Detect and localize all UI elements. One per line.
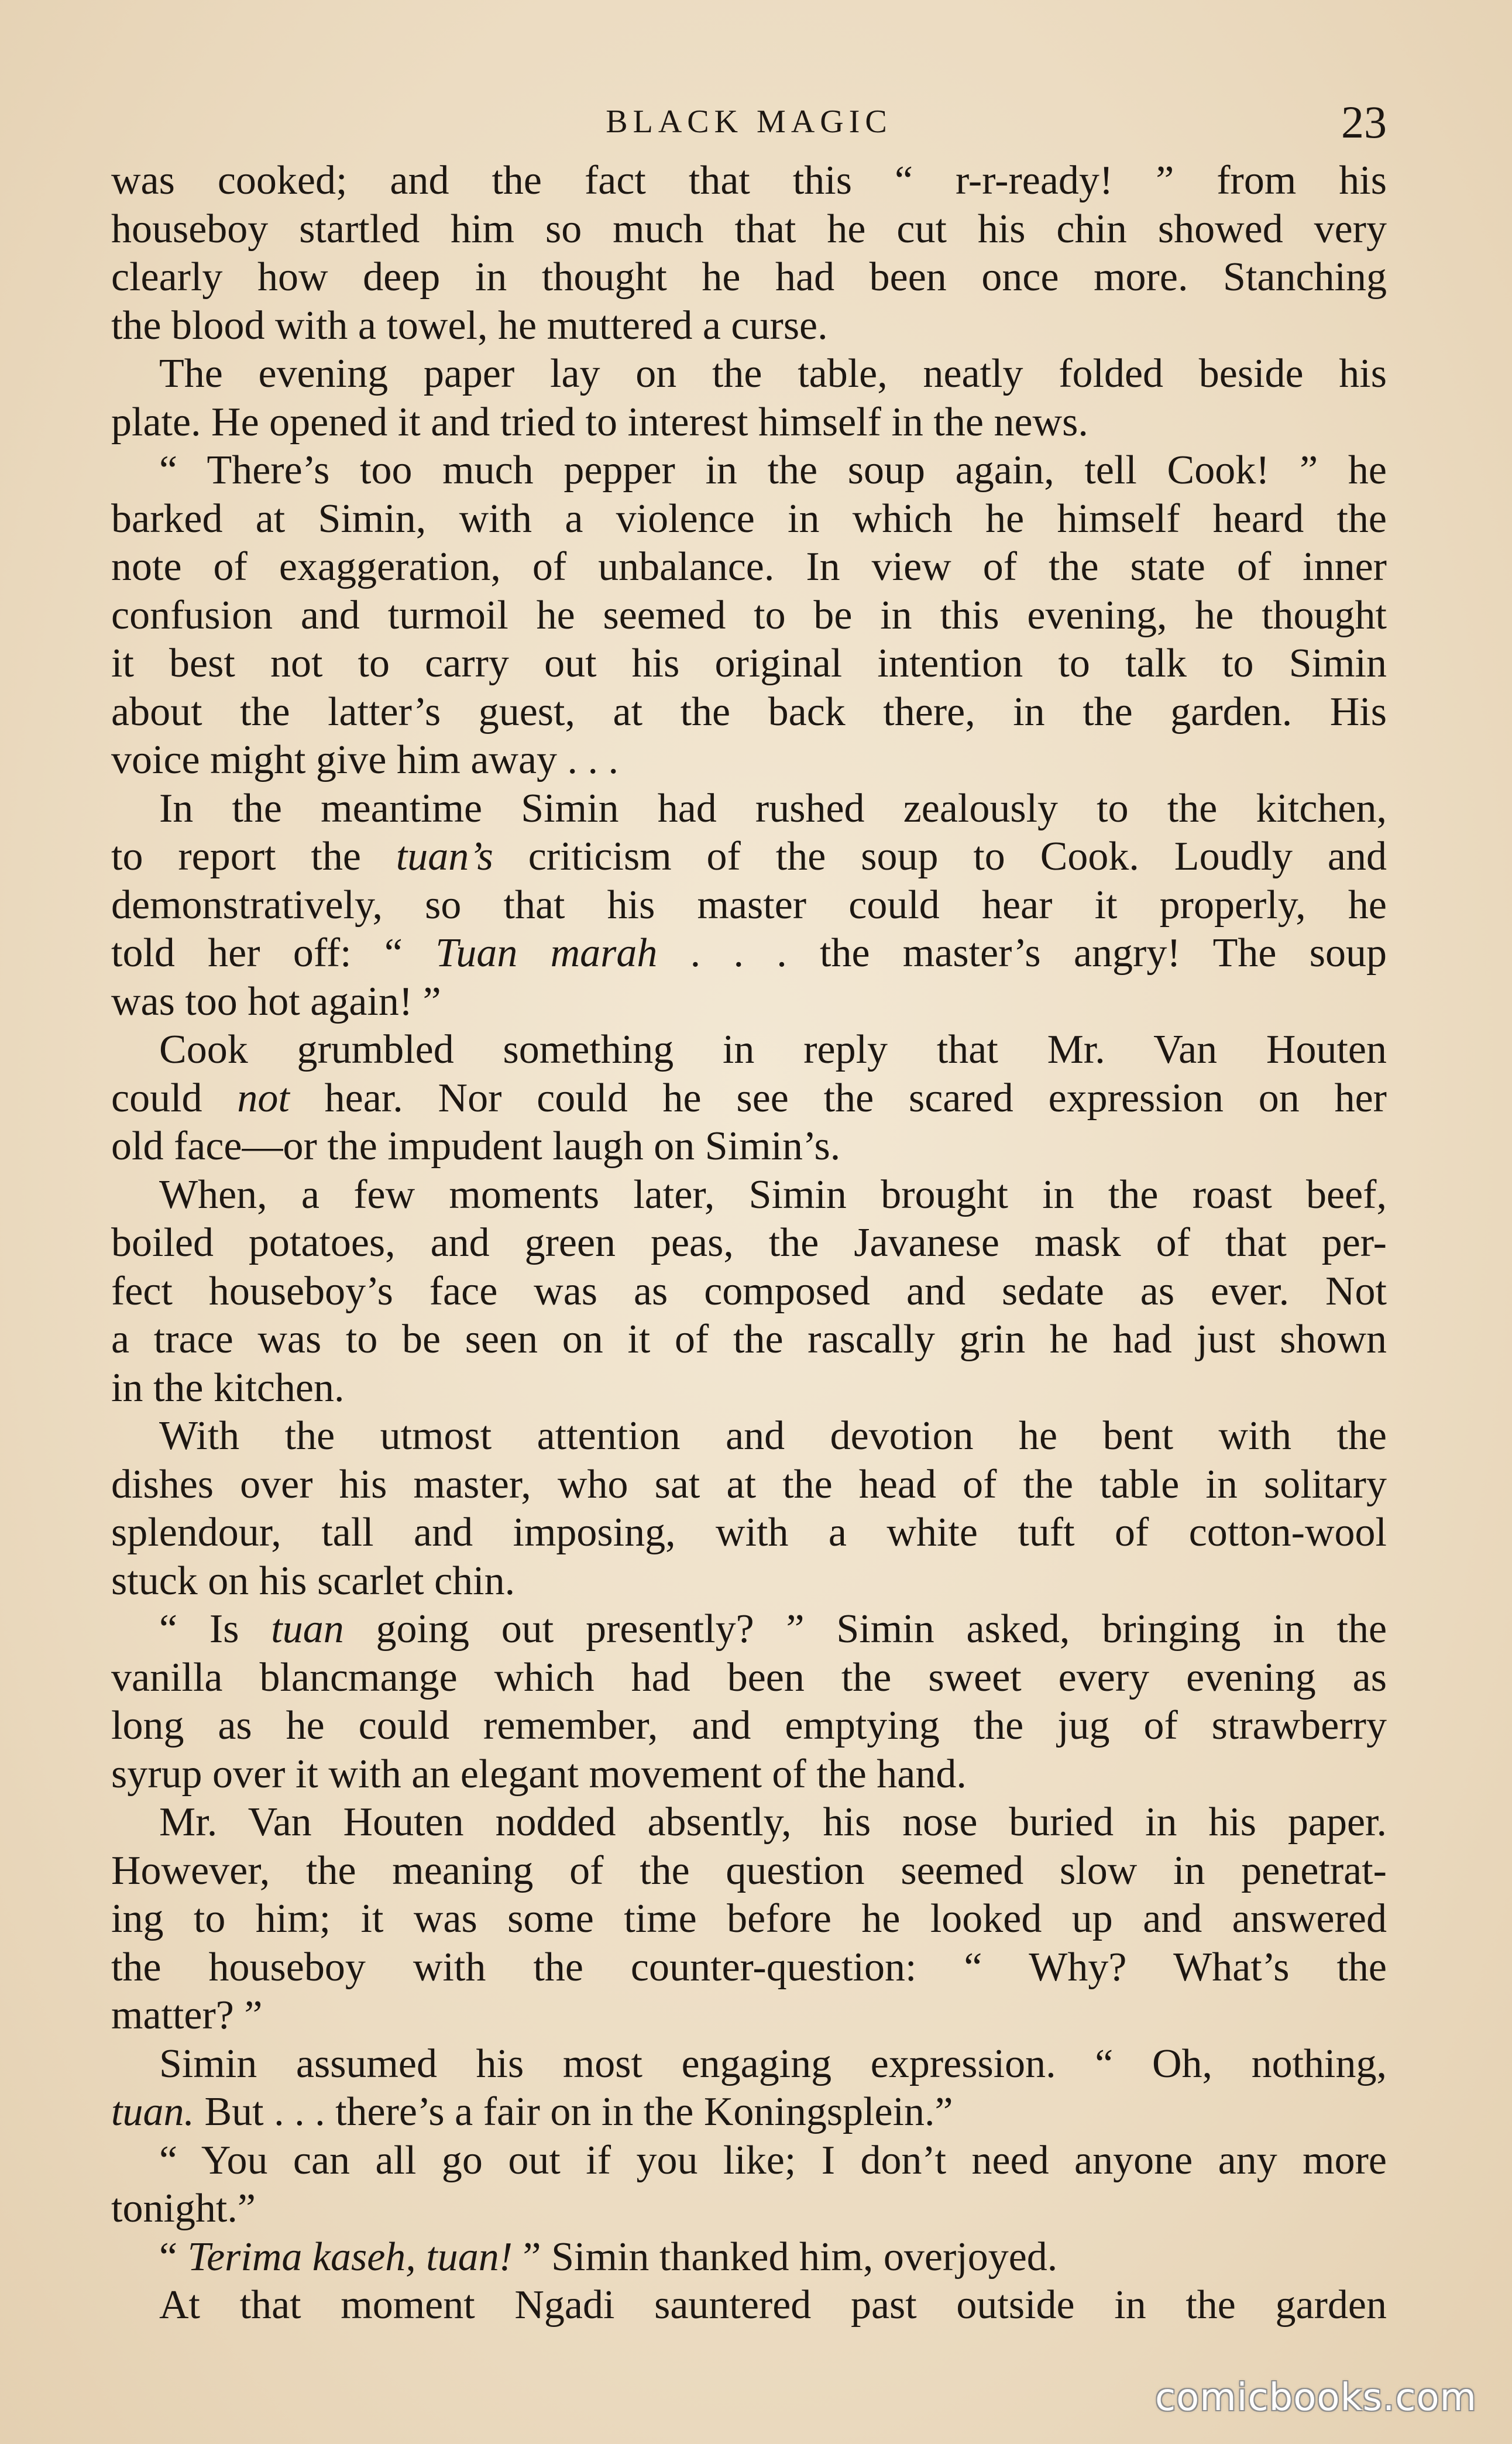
text-line: confusion and turmoil he seemed to be in this evening, he thought: [111, 592, 1387, 638]
text-line: stuck on his scarlet chin.: [111, 1558, 516, 1604]
text-line: the houseboy with the counter-question: “ Why? What’s the: [111, 1944, 1387, 1990]
text-line: to report the tuan’s criticism of the soup to Cook. Loudly and: [111, 834, 1387, 879]
text-line: voice might give him away . . .: [111, 737, 619, 782]
text-line: could not hear. Nor could he see the scared expression on her: [111, 1075, 1387, 1121]
text-line: fect houseboy’s face was as composed and sedate as ever. Not: [111, 1268, 1387, 1314]
text-line: barked at Simin, with a violence in which he himself heard the: [111, 496, 1387, 541]
running-title: BLACK MAGIC: [606, 104, 892, 140]
text-line: it best not to carry out his original intention to talk to Simin: [111, 641, 1387, 686]
text-line: dishes over his master, who sat at the head of the table in solitary: [111, 1461, 1387, 1507]
text-line: about the latter’s guest, at the back there, in the garden. His: [111, 689, 1387, 734]
text-line: “ Is tuan going out presently? ” Simin asked, bringing in the: [159, 1607, 1387, 1652]
text-line: tonight.”: [111, 2186, 256, 2231]
page-number: 23: [1341, 97, 1387, 147]
running-head: [111, 98, 1387, 151]
text-line: was too hot again! ”: [111, 979, 441, 1024]
text-line: splendour, tall and imposing, with a white tuft of cotton-wool: [111, 1510, 1387, 1555]
text-line: Mr. Van Houten nodded absently, his nose buried in his paper.: [159, 1800, 1387, 1845]
text-line: old face—or the impudent laugh on Simin’s.: [111, 1124, 841, 1169]
text-line: “ There’s too much pepper in the soup again, tell Cook! ” he: [159, 448, 1387, 493]
text-line: Simin assumed his most engaging expression. “ Oh, nothing,: [159, 2041, 1387, 2086]
text-body: [111, 157, 1387, 2330]
text-line: note of exaggeration, of unbalance. In view of the state of inner: [111, 544, 1387, 589]
text-line: The evening paper lay on the table, neatly folded beside his: [159, 351, 1387, 396]
text-line: boiled potatoes, and green peas, the Javanese mask of that per-: [111, 1220, 1387, 1265]
text-line: Cook grumbled something in reply that Mr. Van Houten: [159, 1027, 1387, 1072]
text-line: plate. He opened it and tried to interest himself in the news.: [111, 399, 1088, 445]
text-line: demonstratively, so that his master could hear it properly, he: [111, 882, 1387, 928]
text-line: “ Terima kaseh, tuan! ” Simin thanked him, overjoyed.: [159, 2234, 1058, 2280]
text-line: tuan. But . . . there’s a fair on in the Koningsplein.”: [111, 2089, 953, 2134]
watermark-logo: comicbooks.com: [1154, 2376, 1477, 2419]
text-line: In the meantime Simin had rushed zealously to the kitchen,: [159, 785, 1387, 831]
text-line: vanilla blancmange which had been the sweet every evening as: [111, 1654, 1387, 1700]
text-line: clearly how deep in thought he had been once more. Stanching: [111, 255, 1387, 300]
text-line: With the utmost attention and devotion he bent with the: [159, 1413, 1387, 1458]
text-line: long as he could remember, and emptying the jug of strawberry: [111, 1703, 1387, 1748]
text-line: However, the meaning of the question seemed slow in penetrat-: [111, 1848, 1387, 1893]
text-line: “ You can all go out if you like; I don’t need anyone any more: [159, 2137, 1387, 2183]
text-line: matter? ”: [111, 1993, 263, 2038]
text-line: syrup over it with an elegant movement of the hand.: [111, 1751, 967, 1797]
text-line: was cooked; and the fact that this “ r-r-ready! ” from his: [111, 158, 1387, 203]
text-line: told her off: “ Tuan marah . . . the master’s angry! The soup: [111, 931, 1387, 976]
text-line: the blood with a towel, he muttered a curse.: [111, 303, 828, 348]
text-line: ing to him; it was some time before he looked up and answered: [111, 1896, 1387, 1941]
text-line: in the kitchen.: [111, 1365, 345, 1410]
text-line: houseboy startled him so much that he cut his chin showed very: [111, 206, 1387, 252]
text-line: a trace was to be seen on it of the rascally grin he had just shown: [111, 1317, 1387, 1362]
text-line: At that moment Ngadi sauntered past outside in the garden: [159, 2282, 1387, 2328]
text-line: When, a few moments later, Simin brought in the roast beef,: [159, 1172, 1387, 1217]
